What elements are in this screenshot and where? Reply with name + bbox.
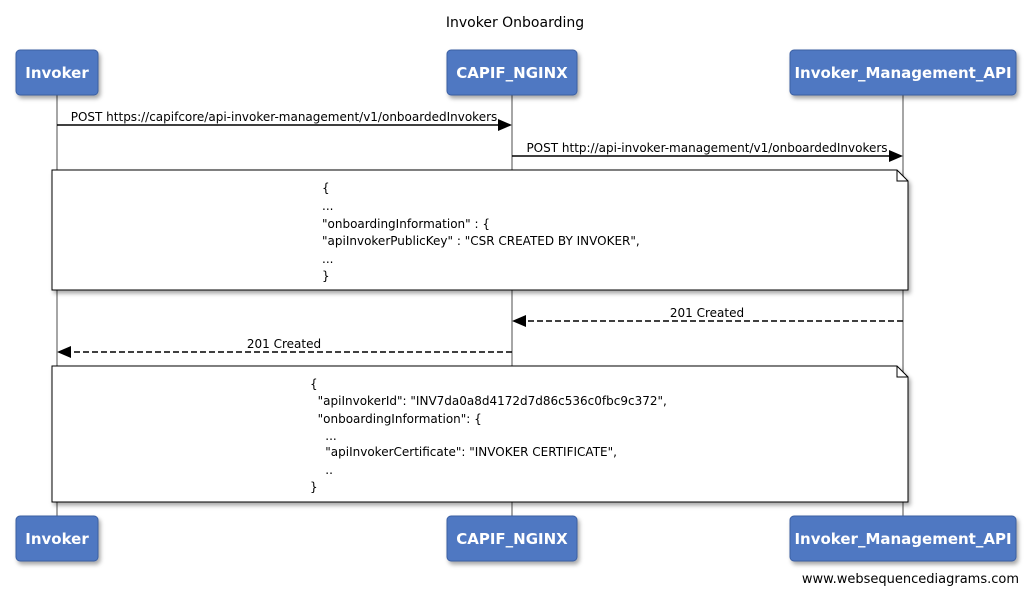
message-label: 201 Created — [669, 306, 745, 320]
arrowhead-icon — [512, 315, 526, 327]
participant-capif-nginx-bottom — [447, 516, 577, 561]
note-response-body — [52, 366, 908, 502]
participant-label: Invoker — [25, 64, 89, 82]
message-201-created-to-invoker — [57, 337, 512, 358]
note-line: } — [322, 269, 330, 283]
note-line: { — [322, 181, 330, 195]
note-request-body — [52, 170, 908, 290]
note-line: "onboardingInformation" : { — [322, 217, 490, 231]
watermark: www.websequencediagrams.com — [801, 572, 1019, 587]
note-line: ... — [322, 199, 334, 213]
diagram-title: Invoker Onboarding — [445, 15, 585, 31]
message-label: POST https://capifcore/api-invoker-management/v1/onboardedInvokers — [70, 110, 498, 124]
message-post-onboard-to-nginx — [57, 110, 512, 131]
note-line: "apiInvokerCertificate": "INVOKER CERTIFICATE", — [310, 445, 617, 459]
participant-invoker-top — [16, 50, 98, 95]
participant-invoker-management-api-bottom — [790, 516, 1016, 561]
note-line: "apiInvokerId": "INV7da0a8d4172d7d86c536c0fbc9c372", — [310, 394, 667, 408]
arrowhead-icon — [889, 150, 903, 162]
message-label: 201 Created — [246, 337, 322, 351]
participant-label: Invoker — [25, 530, 89, 548]
message-201-created-to-nginx — [512, 306, 903, 327]
message-post-onboard-to-api — [512, 141, 903, 162]
message-label: POST http://api-invoker-management/v1/onboardedInvokers — [526, 141, 888, 155]
participant-capif-nginx-top — [447, 50, 577, 95]
participant-invoker-management-api-top — [790, 50, 1016, 95]
note-line: } — [310, 480, 318, 494]
participant-label: CAPIF_NGINX — [456, 64, 568, 82]
arrowhead-icon — [57, 346, 71, 358]
participant-label: Invoker_Management_API — [794, 530, 1012, 548]
participant-label: Invoker_Management_API — [794, 64, 1012, 82]
note-line: "apiInvokerPublicKey" : "CSR CREATED BY INVOKER", — [322, 234, 640, 248]
note-line: ... — [322, 252, 334, 266]
arrowhead-icon — [498, 119, 512, 131]
note-line: .. — [310, 463, 333, 477]
note-line: "onboardingInformation": { — [310, 412, 482, 426]
note-line: { — [310, 377, 318, 391]
participant-label: CAPIF_NGINX — [456, 530, 568, 548]
participant-invoker-bottom — [16, 516, 98, 561]
note-line: ... — [310, 429, 337, 443]
